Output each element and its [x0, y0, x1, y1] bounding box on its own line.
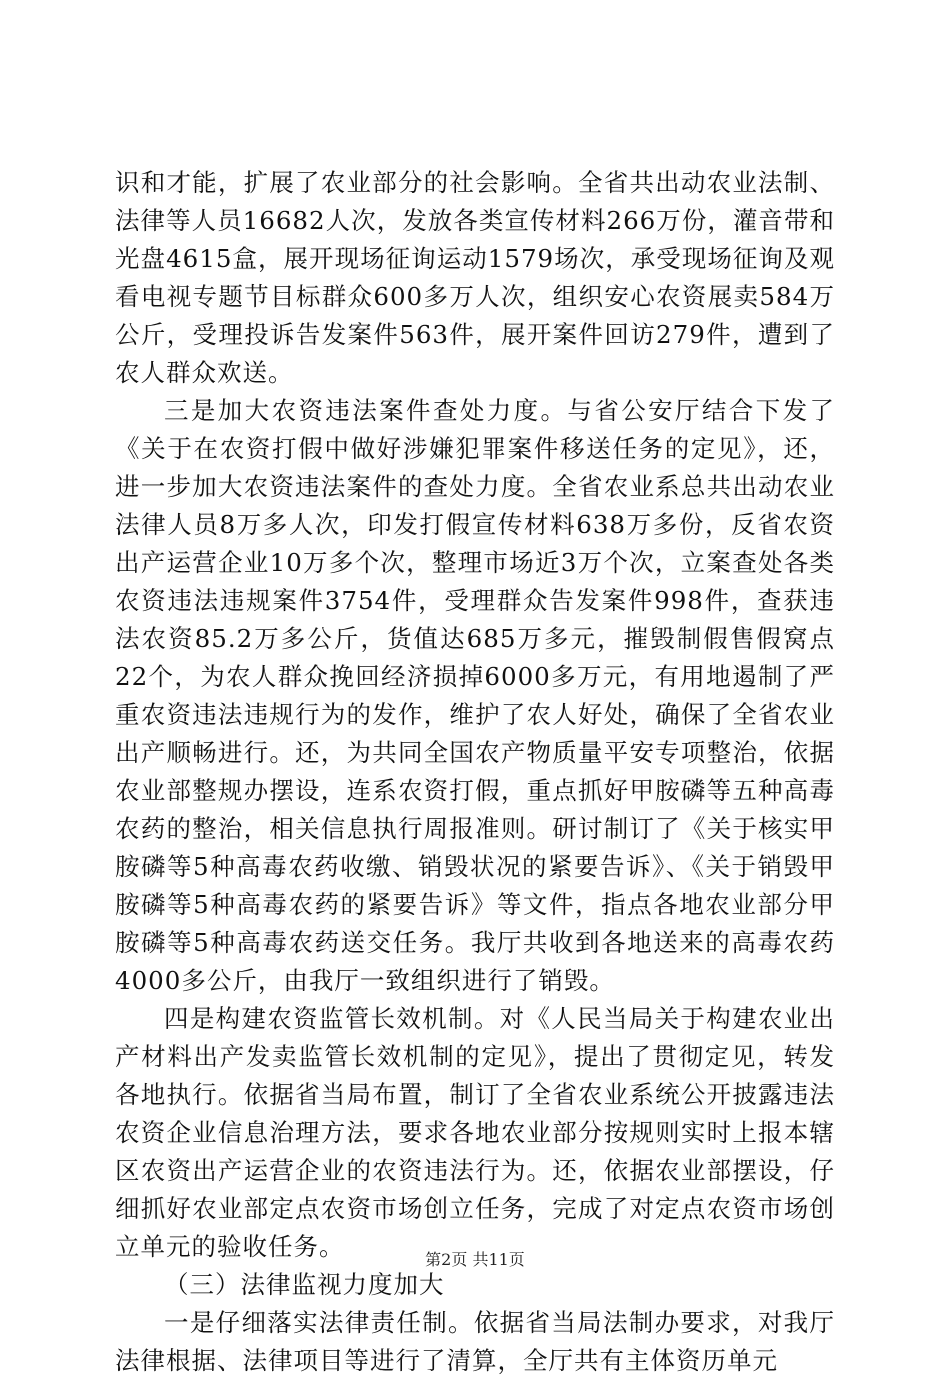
- paragraph-long-term-mechanism: 四是构建农资监管长效机制。对《人民当局关于构建农业出产材料出产发卖监管长效机制的定见》，提出了贯彻定见，转发各地执行。依据省当局布置，制订了全省农业系统公开披露违法农资企业信息治理方法，要求各地农业部分按规则实时上报本辖区农资出产运营企业的农资违法行为。还，依据农业部摆设，仔细抓好农业部定点农资市场创立任务，完成了对定点农资市场创立单元的验收任务。: [115, 1004, 835, 1261]
- paragraph-case-investigation: 三是加大农资违法案件查处力度。与省公安厅结合下发了《关于在农资打假中做好涉嫌犯罪案件移送任务的定见》，还，进一步加大农资违法案件的查处力度。全省农业系总共出动农业法律人员8万多人次，印发打假宣传材料638万多份，反省农资出产运营企业10万多个次，整理市场近3万个次，立案查处各类农资违法违规案件3754件，受理群众告发案件998件，查获违法农资85.2万多公斤，货值达685万多元，摧毁制假售假窝点22个，为农人群众挽回经济损掉6000多万元，有用地遏制了严重农资违法违规行为的发作，维护了农人好处，确保了全省农业出产顺畅进行。还，为共同全国农产物质量平安专项整治，依据农业部整规办摆设，连系农资打假，重点抓好甲胺磷等五种高毒农药的整治，相关信息执行周报准则。研讨制订了《关于核实甲胺磷等5种高毒农药收缴、销毁状况的紧要告诉》、《关于销毁甲胺磷等5种高毒农药的紧要告诉》等文件，指点各地农业部分甲胺磷等5种高毒农药送交任务。我厅共收到各地送来的高毒农药4000多公斤，由我厅一致组织进行了销毁。: [115, 396, 835, 995]
- paragraph-responsibility-system: 一是仔细落实法律责任制。依据省当局法制办要求，对我厅法律根据、法律项目等进行了清算，全厅共有主体资历单元: [115, 1308, 835, 1375]
- document-body: [115, 164, 835, 1380]
- page-number-footer: 第2页 共11页: [425, 1250, 525, 1269]
- paragraph-continuation: 识和才能，扩展了农业部分的社会影响。全省共出动农业法制、法律等人员16682人次，发放各类宣传材料266万份，灌音带和光盘4615盒，展开现场征询运动1579场次，承受现场征询及观看电视专题节目标群众600多万人次，组织安心农资展卖584万公斤，受理投诉告发案件563件，展开案件回访279件，遭到了农人群众欢送。: [115, 168, 835, 387]
- section-heading: （三）法律监视力度加大: [164, 1270, 445, 1299]
